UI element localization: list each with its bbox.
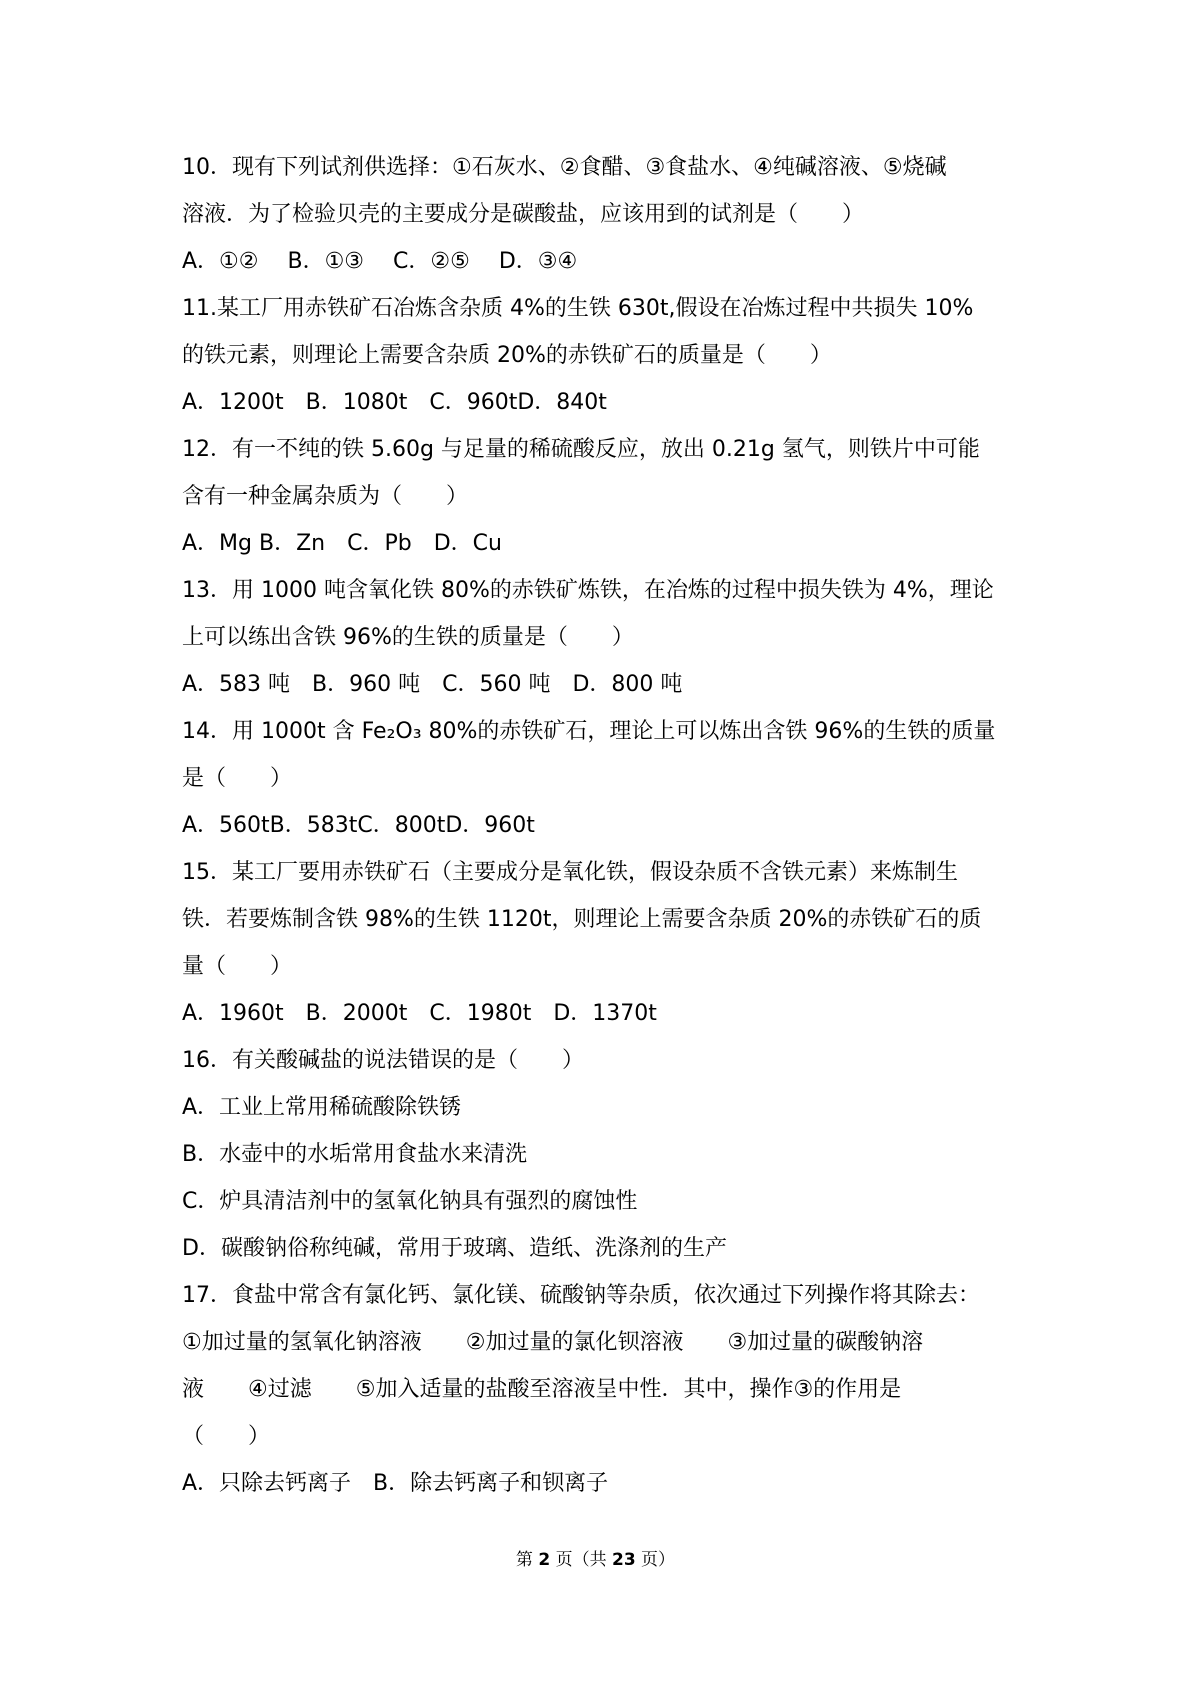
- question-15: [182, 849, 1022, 1037]
- total-pages: 23: [611, 1550, 636, 1570]
- question-text: 含有一种金属杂质为（ ）: [182, 484, 469, 509]
- answer-option: A．工业上常用稀硫酸除铁锈: [182, 1095, 462, 1120]
- answer-options: A．①② B．①③ C．②⑤ D．③④: [182, 249, 578, 274]
- question-text: 液 ④过滤 ⑤加入适量的盐酸至溶液呈中性．其中，操作③的作用是: [182, 1377, 902, 1402]
- question-12: [182, 426, 1022, 567]
- page-footer: [0, 1548, 1191, 1572]
- question-text: 的铁元素，则理论上需要含杂质 20%的赤铁矿石的质量是（ ）: [182, 343, 832, 368]
- answer-option: B．水壶中的水垢常用食盐水来清洗: [182, 1142, 528, 1167]
- question-text: 上可以练出含铁 96%的生铁的质量是（ ）: [182, 625, 634, 650]
- question-10: [182, 144, 1022, 285]
- question-text: 11.某工厂用赤铁矿石冶炼含杂质 4%的生铁 630t,假设在冶炼过程中共损失 10%: [182, 296, 974, 321]
- question-text: 16．有关酸碱盐的说法错误的是（ ）: [182, 1048, 584, 1073]
- question-text: 10．现有下列试剂供选择：①石灰水、②食醋、③食盐水、④纯碱溶液、⑤烧碱: [182, 155, 947, 180]
- question-text: 量（ ）: [182, 954, 293, 979]
- footer-prefix: 第: [515, 1550, 539, 1570]
- question-text: 铁．若要炼制含铁 98%的生铁 1120t，则理论上需要含杂质 20%的赤铁矿石的质: [182, 907, 982, 932]
- page-number: 2: [538, 1550, 551, 1570]
- question-text: 是（ ）: [182, 766, 293, 791]
- question-list: [182, 144, 1022, 1507]
- answer-options: A．1960t B．2000t C．1980t D．1370t: [182, 1001, 657, 1026]
- question-16: [182, 1037, 1022, 1272]
- question-text: 15．某工厂要用赤铁矿石（主要成分是氧化铁，假设杂质不含铁元素）来炼制生: [182, 860, 958, 885]
- answer-option: C．炉具清洁剂中的氢氧化钠具有强烈的腐蚀性: [182, 1189, 638, 1214]
- question-text: 13．用 1000 吨含氧化铁 80%的赤铁矿炼铁，在冶炼的过程中损失铁为 4%，理论: [182, 578, 994, 603]
- question-text: （ ）: [182, 1424, 271, 1449]
- answer-options: A．1200t B．1080t C．960tD．840t: [182, 390, 607, 415]
- question-text: ①加过量的氢氧化钠溶液 ②加过量的氯化钡溶液 ③加过量的碳酸钠溶: [182, 1330, 924, 1355]
- answer-options: A．583 吨 B．960 吨 C．560 吨 D．800 吨: [182, 672, 683, 697]
- answer-option: D．碳酸钠俗称纯碱，常用于玻璃、造纸、洗涤剂的生产: [182, 1236, 727, 1261]
- footer-middle: 页（共: [550, 1550, 612, 1570]
- question-17: [182, 1272, 1022, 1507]
- question-text: 14．用 1000t 含 Fe₂O₃ 80%的赤铁矿石，理论上可以炼出含铁 96%的生铁的质量: [182, 719, 996, 744]
- question-text: 溶液．为了检验贝壳的主要成分是碳酸盐，应该用到的试剂是（ ）: [182, 202, 865, 227]
- question-14: [182, 708, 1022, 849]
- question-11: [182, 285, 1022, 426]
- answer-options: A．Mg B．Zn C．Pb D．Cu: [182, 531, 502, 556]
- question-text: 12．有一不纯的铁 5.60g 与足量的稀硫酸反应，放出 0.21g 氢气，则铁片中可能: [182, 437, 980, 462]
- answer-options: A．只除去钙离子 B．除去钙离子和钡离子: [182, 1471, 609, 1496]
- question-13: [182, 567, 1022, 708]
- answer-options: A．560tB．583tC．800tD．960t: [182, 813, 535, 838]
- question-text: 17．食盐中常含有氯化钙、氯化镁、硫酸钠等杂质，依次通过下列操作将其除去：: [182, 1283, 980, 1308]
- footer-suffix: 页）: [635, 1550, 676, 1570]
